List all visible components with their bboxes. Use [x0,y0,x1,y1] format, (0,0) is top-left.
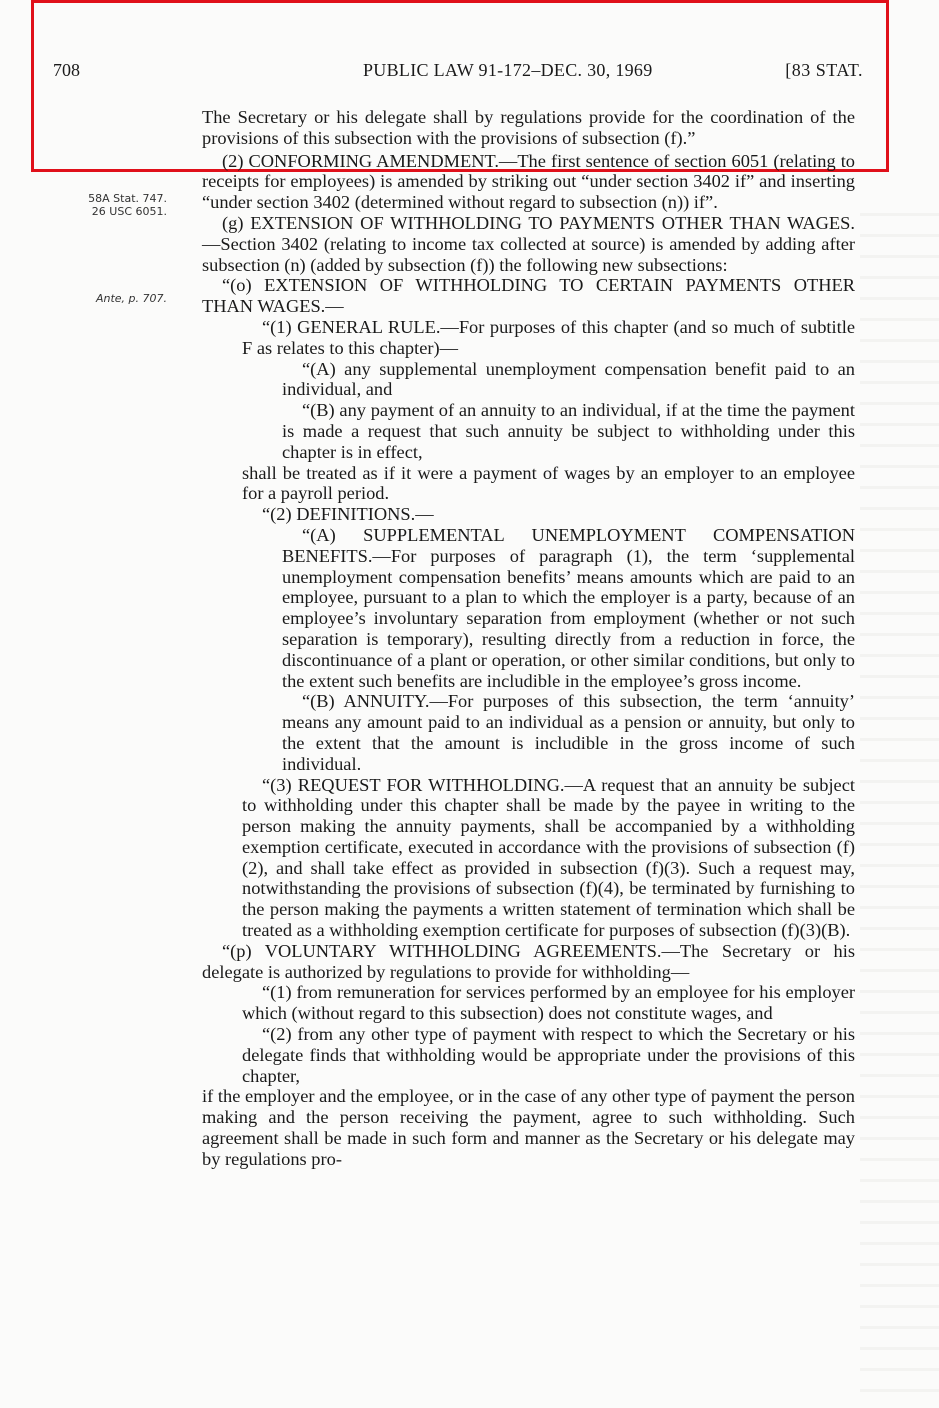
paragraph: if the employer and the employee, or in the case of any other type of payment the person making and the person receiving the payment, agree to such withholding. Such agreement shall be made in such form and manner as the Secretary or his delegate may by regulations pro- [202,1086,855,1169]
paragraph: The Secretary or his delegate shall by regulations provide for the coordination of the provisions of this subsection with the provisions of subsection (f).” [202,107,855,148]
paragraph: “(B) any payment of an annuity to an individual, if at the time the payment is made a request that such annuity be subject to withholding under this chapter is in effect, [282,400,855,462]
paragraph: shall be treated as if it were a payment of wages by an employer to an employee for a payroll period. [242,462,855,504]
margin-note: Ante, p. 707. [95,292,167,305]
paragraph: (2) CONFORMING AMENDMENT.—The first sentence of section 6051 (relating to receipts for employees) is amended by striking out “under section 3402 if” and inserting “under section 3402 (determined without regard to subsection (n)) if”. [202,150,855,213]
paragraph: “(A) any supplemental unemployment compensation benefit paid to an individual, and [282,358,855,400]
paragraph: “(p) VOLUNTARY WITHHOLDING AGREEMENTS.—The Secretary or his delegate is authorized by regulations to provide for withholding— [202,940,855,982]
paragraph: “(o) EXTENSION OF WITHHOLDING TO CERTAIN PAYMENTS OTHER THAN WAGES.— [202,275,855,317]
page-header [53,60,863,86]
paragraph: “(2) DEFINITIONS.— [262,504,434,525]
paragraph: (g) EXTENSION OF WITHHOLDING TO PAYMENTS OTHER THAN WAGES.—Section 3402 (relating to income tax collected at source) is amended by adding after subsection (n) (added by subsection (f)) the following new subsections: [202,212,855,275]
body-text [202,107,855,1170]
paragraph: “(1) GENERAL RULE.—For purposes of this chapter (and so much of subtitle F as relates to this chapter)— [242,316,855,358]
paragraph: “(A) SUPPLEMENTAL UNEMPLOYMENT COMPENSATION BENEFITS.—For purposes of paragraph (1), the term ‘supplemental unemployment compensation benefits’ means amounts which are paid to an employee, pursuant to a plan to which the employer is a party, because of an employee’s involuntary separation from employment (whether or not such separation is temporary), resulting directly from a reduction in force, the discontinuance of a plant or operation, or other similar conditions, but only to the extent such benefits are includible in the employee’s gross income. [282,524,855,691]
header-title: PUBLIC LAW 91-172–DEC. 30, 1969 [363,60,653,80]
margin-note: 58A Stat. 747. 26 USC 6051. [88,192,167,218]
paragraph: “(3) REQUEST FOR WITHHOLDING.—A request that an annuity be subject to withholding under this chapter shall be made by the payee in writing to the person making the annuity payments, shall be accompanied by a withholding exemption certificate, executed in accordance with the provisions of subsection (f)(2), and shall take effect as provided in subsection (f)(3). Such a request may, notwithstanding the provisions of subsection (f)(4), be terminated by furnishing to the person making the payments a written statement of termination which shall be treated as a withholding exemption certificate for purposes of subsection (f)(3)(B). [242,774,855,941]
page-number: 708 [53,60,80,80]
paragraph: “(2) from any other type of payment with respect to which the Secretary or his delegate finds that withholding would be appropriate under the provisions of this chapter, [242,1024,855,1086]
paragraph: “(B) ANNUITY.—For purposes of this subsection, the term ‘annuity’ means any amount paid to an individual as a pension or annuity, but only to the extent that the amount is includible in the gross income of such individual. [282,691,855,774]
statute-reference: [83 STAT. [785,60,863,80]
paragraph: “(1) from remuneration for services performed by an employee for his employer which (without regard to this subsection) does not constitute wages, and [242,982,855,1024]
bleed-through-text [860,195,939,1395]
